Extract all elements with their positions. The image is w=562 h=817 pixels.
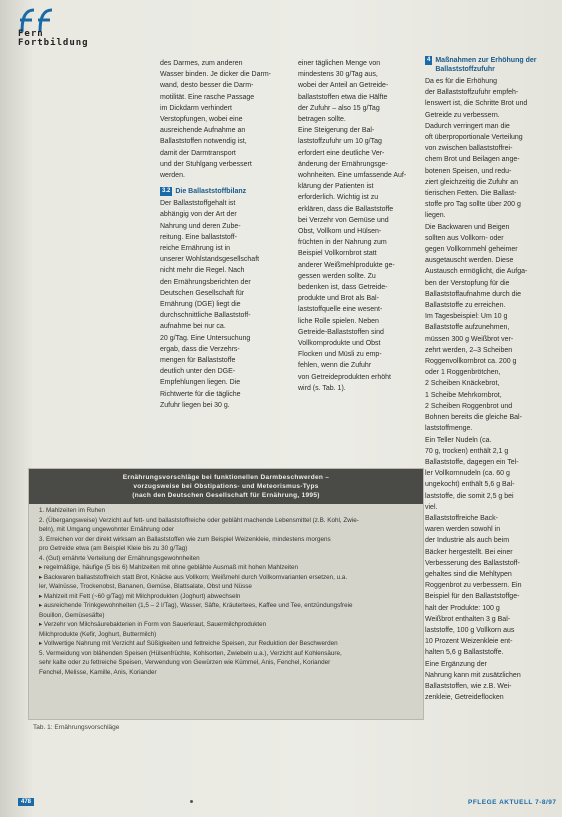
text-line: Die Backwaren und Beigen [425, 223, 510, 231]
text-line: liche Rolle spielen. Neben [298, 317, 379, 325]
text-line: Zufuhr liegen bei 30 g. [160, 401, 230, 409]
text-line: und der Stuhlgang verbessert [160, 160, 252, 168]
list-item: beln), mit Umgang ungewohnter Ernährung oder [39, 526, 175, 533]
section-number: 4 [427, 57, 431, 63]
text-line: Obst, Vollkorn und Hülsen- [298, 228, 382, 236]
list-item: Milchprodukte (Kefir, Joghurt, Buttermilch) [39, 630, 157, 638]
text-line: bei Verzehr von Gemüse und [298, 216, 389, 224]
text-line: Der Ballaststoffgehalt ist [160, 200, 236, 208]
text-line: motilität. Eine rasche Passage [160, 93, 255, 101]
text-line: Roggenbrot zu verbessern. Ein [425, 582, 522, 590]
text-line: reiche Ernährung ist in [160, 245, 231, 253]
text-line: anderer Weißmehlprodukte ge- [298, 261, 395, 269]
text-line: erklären, dass die Ballaststoffe [298, 205, 394, 213]
text-line: Ballaststoffe, dagegen ein Tel- [425, 458, 519, 466]
brand-line-1: Fern [18, 29, 44, 39]
text-line: ben der Verstopfung für die [425, 279, 510, 287]
text-line: damit der Darmtransport [160, 149, 236, 157]
text-line: ballaststoffen etwa die Hälfte [298, 93, 388, 101]
text-line: Getreide-Ballaststoffen sind [298, 328, 384, 336]
text-line: liegen. [425, 212, 446, 220]
section-number: 3.2 [162, 188, 171, 195]
brand-line-2: Fortbildung [18, 38, 89, 48]
recommendations-table-box [28, 468, 424, 720]
text-line: Verstopfungen, wobei eine [160, 116, 243, 124]
text-line: halten 5,6 g Ballaststoffe. [425, 649, 504, 657]
table-title-line-1: Ernährungsvorschläge bei funktionellen Darmbeschwerden – [122, 474, 330, 481]
list-item: ler, Walnüsse, Trockenobst, Bananen, Gemüse, Blattsalate, Obst und Nüsse [39, 583, 252, 590]
text-line: Bohnen bereits die gleiche Bal- [425, 414, 522, 422]
text-line: der Industrie als auch beim [425, 537, 510, 545]
text-line: wobei der Anteil an Getreide- [298, 82, 389, 90]
text-line: Richtwerte für die tägliche [160, 390, 241, 398]
text-line: Empfehlungen liegen. Die [160, 379, 241, 387]
text-line: den Ernährungsberichten der [160, 278, 251, 286]
text-line: oder 1 Roggenbrötchen, [425, 369, 501, 377]
list-item: 5. Vermeidung von blähenden Speisen (Hülsenfrüchte, Kohlsorten, Zwiebeln u.a.), Verzicht auf Kohlensäure, [39, 649, 342, 657]
list-item: 2. (Übergangsweise) Verzicht auf fett- und ballaststoffreiche oder gebläht machende Lebensmittel (z.B. Kohl, Zwie- [39, 516, 359, 524]
text-line: Beispiel Vollkornbrot statt [298, 250, 377, 258]
text-line: oft überproportionale Verteilung [425, 134, 523, 142]
text-line: lenswert ist, die Schritte Brot und [425, 100, 528, 108]
text-line: Bäcker hergestellt. Bei einer [425, 548, 513, 556]
text-line: 70 g, trocken) enthält 2,1 g [425, 447, 509, 455]
list-item: pro Getreide etwa (am Beispiel Kleie bis zu 30 g/Tag) [39, 545, 188, 552]
text-line: durchschnittliche Ballaststoff- [160, 312, 251, 320]
text-line: ausgetauscht werden. Diese [425, 257, 514, 265]
text-line: zenkleie, Getreideflocken [425, 694, 504, 702]
text-line: Dadurch verringert man die [425, 122, 510, 130]
text-line: Ernährung (DGE) liegt die [160, 301, 241, 309]
column-2 [298, 58, 418, 394]
text-line: laststoffe, 100 g Vollkorn aus [425, 626, 515, 634]
section-title: Die Ballaststoffbilanz [175, 188, 247, 196]
section-heading-massnahmen [425, 56, 557, 74]
text-line: deutlich unter den DGE- [160, 368, 236, 376]
text-line: Weißbrot enthalten 3 g Bal- [425, 615, 511, 623]
text-line: unserer Wohlstandsgesellschaft [160, 256, 260, 264]
text-line: halt der Produkte: 100 g [425, 604, 500, 612]
list-item: Fenchel, Melisse, Kamille, Anis, Koriander [39, 668, 157, 676]
list-item: sehr kalte oder zu fettreiche Speisen, Verwendung von Gewürzen wie Kümmel, Anis, Fenchel, Koriander [39, 659, 331, 666]
list-item: 1. Mahlzeiten im Ruhen [39, 507, 106, 514]
text-line: waren werden sowohl in [425, 526, 501, 534]
text-line: sollten aus Vollkorn- oder [425, 234, 504, 242]
list-item: ▸ Backwaren ballaststoffreich statt Brot, Knäcke aus Vollkorn; Weißmehl durch Vollkornvarianten ersetzen, u.a. [39, 573, 348, 581]
list-item: ▸ Mahlzeit mit Fett (~60 g/Tag) mit Milchprodukten (Joghurt) abwechseln [39, 592, 241, 600]
text-line: tierischen Fetten. Die Ballast- [425, 190, 517, 198]
text-line: klärung der Patienten ist [298, 183, 374, 191]
text-line: der Ballaststoffzufuhr empfeh- [425, 89, 519, 97]
text-line: laststoffzufuhr um 10 g/Tag [298, 138, 382, 146]
text-line: wird (s. Tab. 1). [298, 384, 346, 392]
text-line: von Getreideprodukten erhöht [298, 373, 392, 381]
text-line: Ballaststoffen notwendig ist, [160, 138, 247, 146]
text-line: Ballaststoffe aufzunehmen, [425, 324, 510, 332]
text-line: Ein Teller Nudeln (ca. [425, 436, 492, 444]
text-line: Eine Steigerung der Bal- [298, 127, 375, 135]
column-1 [160, 58, 288, 411]
list-item: 3. Erreichen vor der direkt wirksam an Ballaststoffen wie zum Beispiel Weizenkleie, mindestens morgens [39, 535, 331, 543]
text-line: Verbesserung des Ballaststoff- [425, 559, 520, 567]
list-item: ▸ Vollwertige Nahrung mit Verzicht auf Süßigkeiten und fettreiche Speisen, zur Reduktion der Beschwerden [39, 640, 338, 647]
list-item: ▸ ausreichende Trinkgewohnheiten (1,5 – 2 l/Tag), Wasser, Säfte, Kräutertees, Kaffee und Tee, entzündungsfreie [39, 602, 353, 609]
text-line: Roggenvollkornbrot ca. 200 g [425, 358, 517, 366]
text-line: stoffe pro Tag sollte über 200 g [425, 201, 521, 209]
text-line: betragen sollte. [298, 116, 346, 124]
text-line: abhängig von der Art der [160, 211, 237, 219]
text-line: Eine Ergänzung der [425, 660, 487, 668]
text-line: produkte und Brot als Bal- [298, 295, 379, 303]
text-line: ergab, dass die Verzehrs- [160, 345, 240, 353]
text-line: laststoffquelle eine wesent- [298, 306, 383, 314]
text-line: von zwischen ballaststoffrei- [425, 145, 513, 153]
table-title-line-2: vorzugsweise bei Obstipations- und Meteorismus-Typs [133, 483, 319, 490]
text-line: erfordert eine deutliche Ver- [298, 149, 385, 157]
text-line: änderung der Ernährungsge- [298, 160, 388, 168]
text-line: ziert gleichzeitig die Zufuhr an [425, 178, 518, 186]
text-line: ausreichende Aufnahme an [160, 127, 246, 135]
text-line: laststoffe, die somit 2,5 g bei [425, 492, 514, 500]
text-line: 20 g/Tag. Eine Untersuchung [160, 334, 251, 342]
text-line: botenen Speisen, und redu- [425, 167, 512, 175]
text-line: Ballaststoffen, wie z.B. Wei- [425, 682, 512, 690]
text-line: früchten in der Nahrung zum [298, 239, 387, 247]
page-number: 478 [18, 798, 34, 806]
text-line: chem Brot und Beilagen ange- [425, 156, 520, 164]
text-line: viel. [425, 503, 438, 511]
text-line: fehlen, wenn die Zufuhr [298, 362, 372, 370]
table-caption: Tab. 1: Ernährungsvorschläge [33, 724, 120, 731]
text-line: Austausch ermöglicht, die Aufga- [425, 268, 528, 276]
text-line: wohnheiten. Eine umfassende Auf- [298, 172, 407, 180]
section-title: Maßnahmen zur Erhöhung der Ballaststoffzufuhr [435, 57, 537, 73]
brand-label [18, 30, 89, 48]
text-line: im Dickdarm verhindert [160, 104, 232, 112]
text-line: nicht mehr die Regel. Nach [160, 267, 245, 275]
text-line: gessen werden sollte. Zu [298, 272, 376, 280]
text-line: ungekocht) enthält 5,6 g Bal- [425, 481, 515, 489]
text-line: gegen Vollkornmehl geheimer [425, 246, 518, 254]
text-line: Nahrung und deren Zube- [160, 222, 241, 230]
text-line: Vollkornprodukte und Obst [298, 340, 381, 348]
journal-footer: PFLEGE AKTUELL 7-8/97 [468, 799, 557, 806]
text-line: Ballaststoffreiche Back- [425, 514, 499, 522]
text-line: gehaltes sind die Mehltypen [425, 570, 512, 578]
text-line: der Zufuhr – also 15 g/Tag [298, 104, 380, 112]
text-line: 1 Scheibe Mehrkornbrot, [425, 391, 502, 399]
text-line: erforderlich. Wichtig ist zu [298, 194, 379, 202]
text-line: werden. [160, 172, 185, 180]
table-title-line-3: (nach den Deutschen Gesellschaft für Ernährung, 1995) [132, 492, 320, 499]
recommendation-list [29, 504, 423, 677]
text-line: Getreide zu verbessern. [425, 111, 500, 119]
text-line: wand, desto besser die Darm- [160, 82, 254, 90]
text-line: zehrt werden, 2–3 Scheiben [425, 346, 513, 354]
list-item: Bouillon, Gemüsesäfte) [39, 611, 105, 619]
text-line: mengen für Ballaststoffe [160, 357, 236, 365]
print-mark [190, 800, 193, 803]
text-line: müssen 300 g Weißbrot ver- [425, 335, 514, 343]
text-line: Ballaststoffe zu erreichen. [425, 302, 506, 310]
text-line: 2 Scheiben Knäckebrot, [425, 380, 500, 388]
column-3 [425, 56, 557, 703]
text-line: Beispiel für den Ballaststoffge- [425, 593, 520, 601]
text-line: Deutschen Gesellschaft für [160, 289, 245, 297]
text-line: Ballaststoffaufnahme durch die [425, 290, 521, 298]
table-heading [29, 469, 423, 504]
list-item: ▸ Verzehr von Milchsäurebakterien in Form von Sauerkraut, Sauermilchprodukten [39, 621, 267, 628]
text-line: Flocken und Müsli zu emp- [298, 351, 382, 359]
text-line: aufnahme bei nur ca. [160, 323, 226, 331]
text-line: des Darmes, zum anderen [160, 60, 243, 67]
text-line: einer täglichen Menge von [298, 60, 381, 67]
text-line: laststoffmenge. [425, 425, 473, 433]
list-item: 4. (Gut) ernährte Verteilung der Ernährungsgewohnheiten [39, 554, 200, 562]
text-line: 2 Scheiben Roggenbrot und [425, 402, 513, 410]
text-line: Wasser binden. Je dicker die Darm- [160, 71, 272, 79]
text-line: Nahrung kann mit zusätzlichen [425, 671, 521, 679]
text-line: 10 Prozent Weizenkleie ent- [425, 638, 513, 646]
list-item: ▸ regelmäßige, häufige (5 bis 6) Mahlzeiten mit ohne geblähte Ausmaß mit hohen Mahlzeiten [39, 564, 299, 571]
text-line: ler Vollkornnudeln (ca. 60 g [425, 470, 510, 478]
text-line: bedenken ist, dass Getreide- [298, 284, 388, 292]
text-line: reitung. Eine ballaststoff- [160, 233, 237, 241]
text-line: Im Tagesbeispiel: Um 10 g [425, 313, 508, 321]
text-line: Da es für die Erhöhung [425, 78, 497, 85]
section-heading-ballaststoffbilanz [160, 187, 288, 196]
text-line: mindestens 30 g/Tag aus, [298, 71, 378, 79]
